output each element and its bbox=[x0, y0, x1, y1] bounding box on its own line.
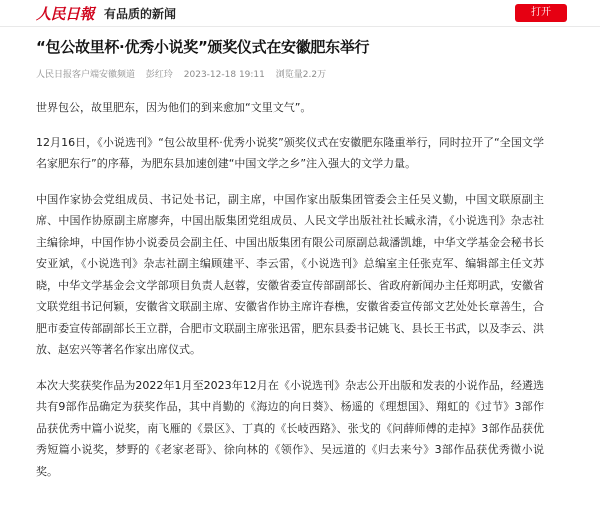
app-header bbox=[0, 0, 600, 26]
article-paragraph: 本次大奖获奖作品为2022年1月至2023年12月在《小说选刊》杂志公开出版和发表的小说作品，经遴选共有9部作品确定为获奖作品，其中肖勤的《海边的向日葵》、杨遥的《理想国》、翔虹的《过节》3部作品获优秀中篇小说奖，南飞雁的《景区》、丁真的《长岐西路》、张戈的《问薛师傅的走掉》3部作品获优秀短篇小说奖，梦野的《老家老哥》、徐向林的《领作》、吴远道的《归去来兮》3部作品获优秀微小说奖。 bbox=[36, 378, 544, 478]
article-body bbox=[36, 97, 544, 496]
article-paragraph: 中国作家协会党组成员、书记处书记，副主席，中国作家出版集团管委会主任吴义勤，中国文联原副主席、中国作协原副主席廖奔，中国出版集团党组成员、人民文学出版社社长臧永清，《小说选刊》杂志社主编徐坤，中国作协小说委员会副主任、中国出版集团有限公司原副总裁潘凯雄，中华文学基金会秘书长安亚斌，《小说选刊》杂志社副主编顾建平、李云雷，《小说选刊》总编室主任张克军、编辑部主任文苏晓，中华文学基金会文学部项目负责人赵蓉，安徽省委宣传部副部长、省政府新闻办主任郑明武，安徽省文联党组书记何颖，安徽省文联副主席、安徽省作协主席许春樵，安徽省委宣传部文艺处处长章善生，合肥市委宣传部副部长王立群，合肥市文联副主席张迅雷，肥东县委书记姚飞、县长王书武，以及李云、洪放、赵宏兴等著名作家出席仪式。 bbox=[36, 192, 544, 356]
article-title: “包公故里杯·优秀小说奖”颁奖仪式在安徽肥东举行 bbox=[36, 38, 370, 56]
article-author: 彭红玲 bbox=[145, 70, 173, 80]
article-paragraph: 12月16日，《小说选刊》“包公故里杯·优秀小说奖”颁奖仪式在安徽肥东隆重举行，同时拉开了“全国文学名家肥东行”的序幕，为肥东县加速创建“中国文学之乡”注入强大的文学力量。 bbox=[36, 135, 544, 170]
brand-logo[interactable]: 人民日報 bbox=[36, 4, 95, 23]
article-views: 浏览量2.2万 bbox=[275, 70, 327, 80]
article-paragraph: 世界包公，故里肥东，因为他们的到来愈加“文里文气”。 bbox=[36, 101, 312, 114]
header-divider bbox=[0, 26, 600, 27]
article-datetime: 2023-12-18 19:11 bbox=[183, 70, 265, 80]
article-meta bbox=[36, 67, 576, 80]
open-app-button[interactable]: 打开 bbox=[515, 4, 567, 22]
article-source[interactable]: 人民日报客户端安徽频道 bbox=[36, 70, 136, 80]
brand-slogan: 有品质的新闻 bbox=[104, 6, 177, 21]
